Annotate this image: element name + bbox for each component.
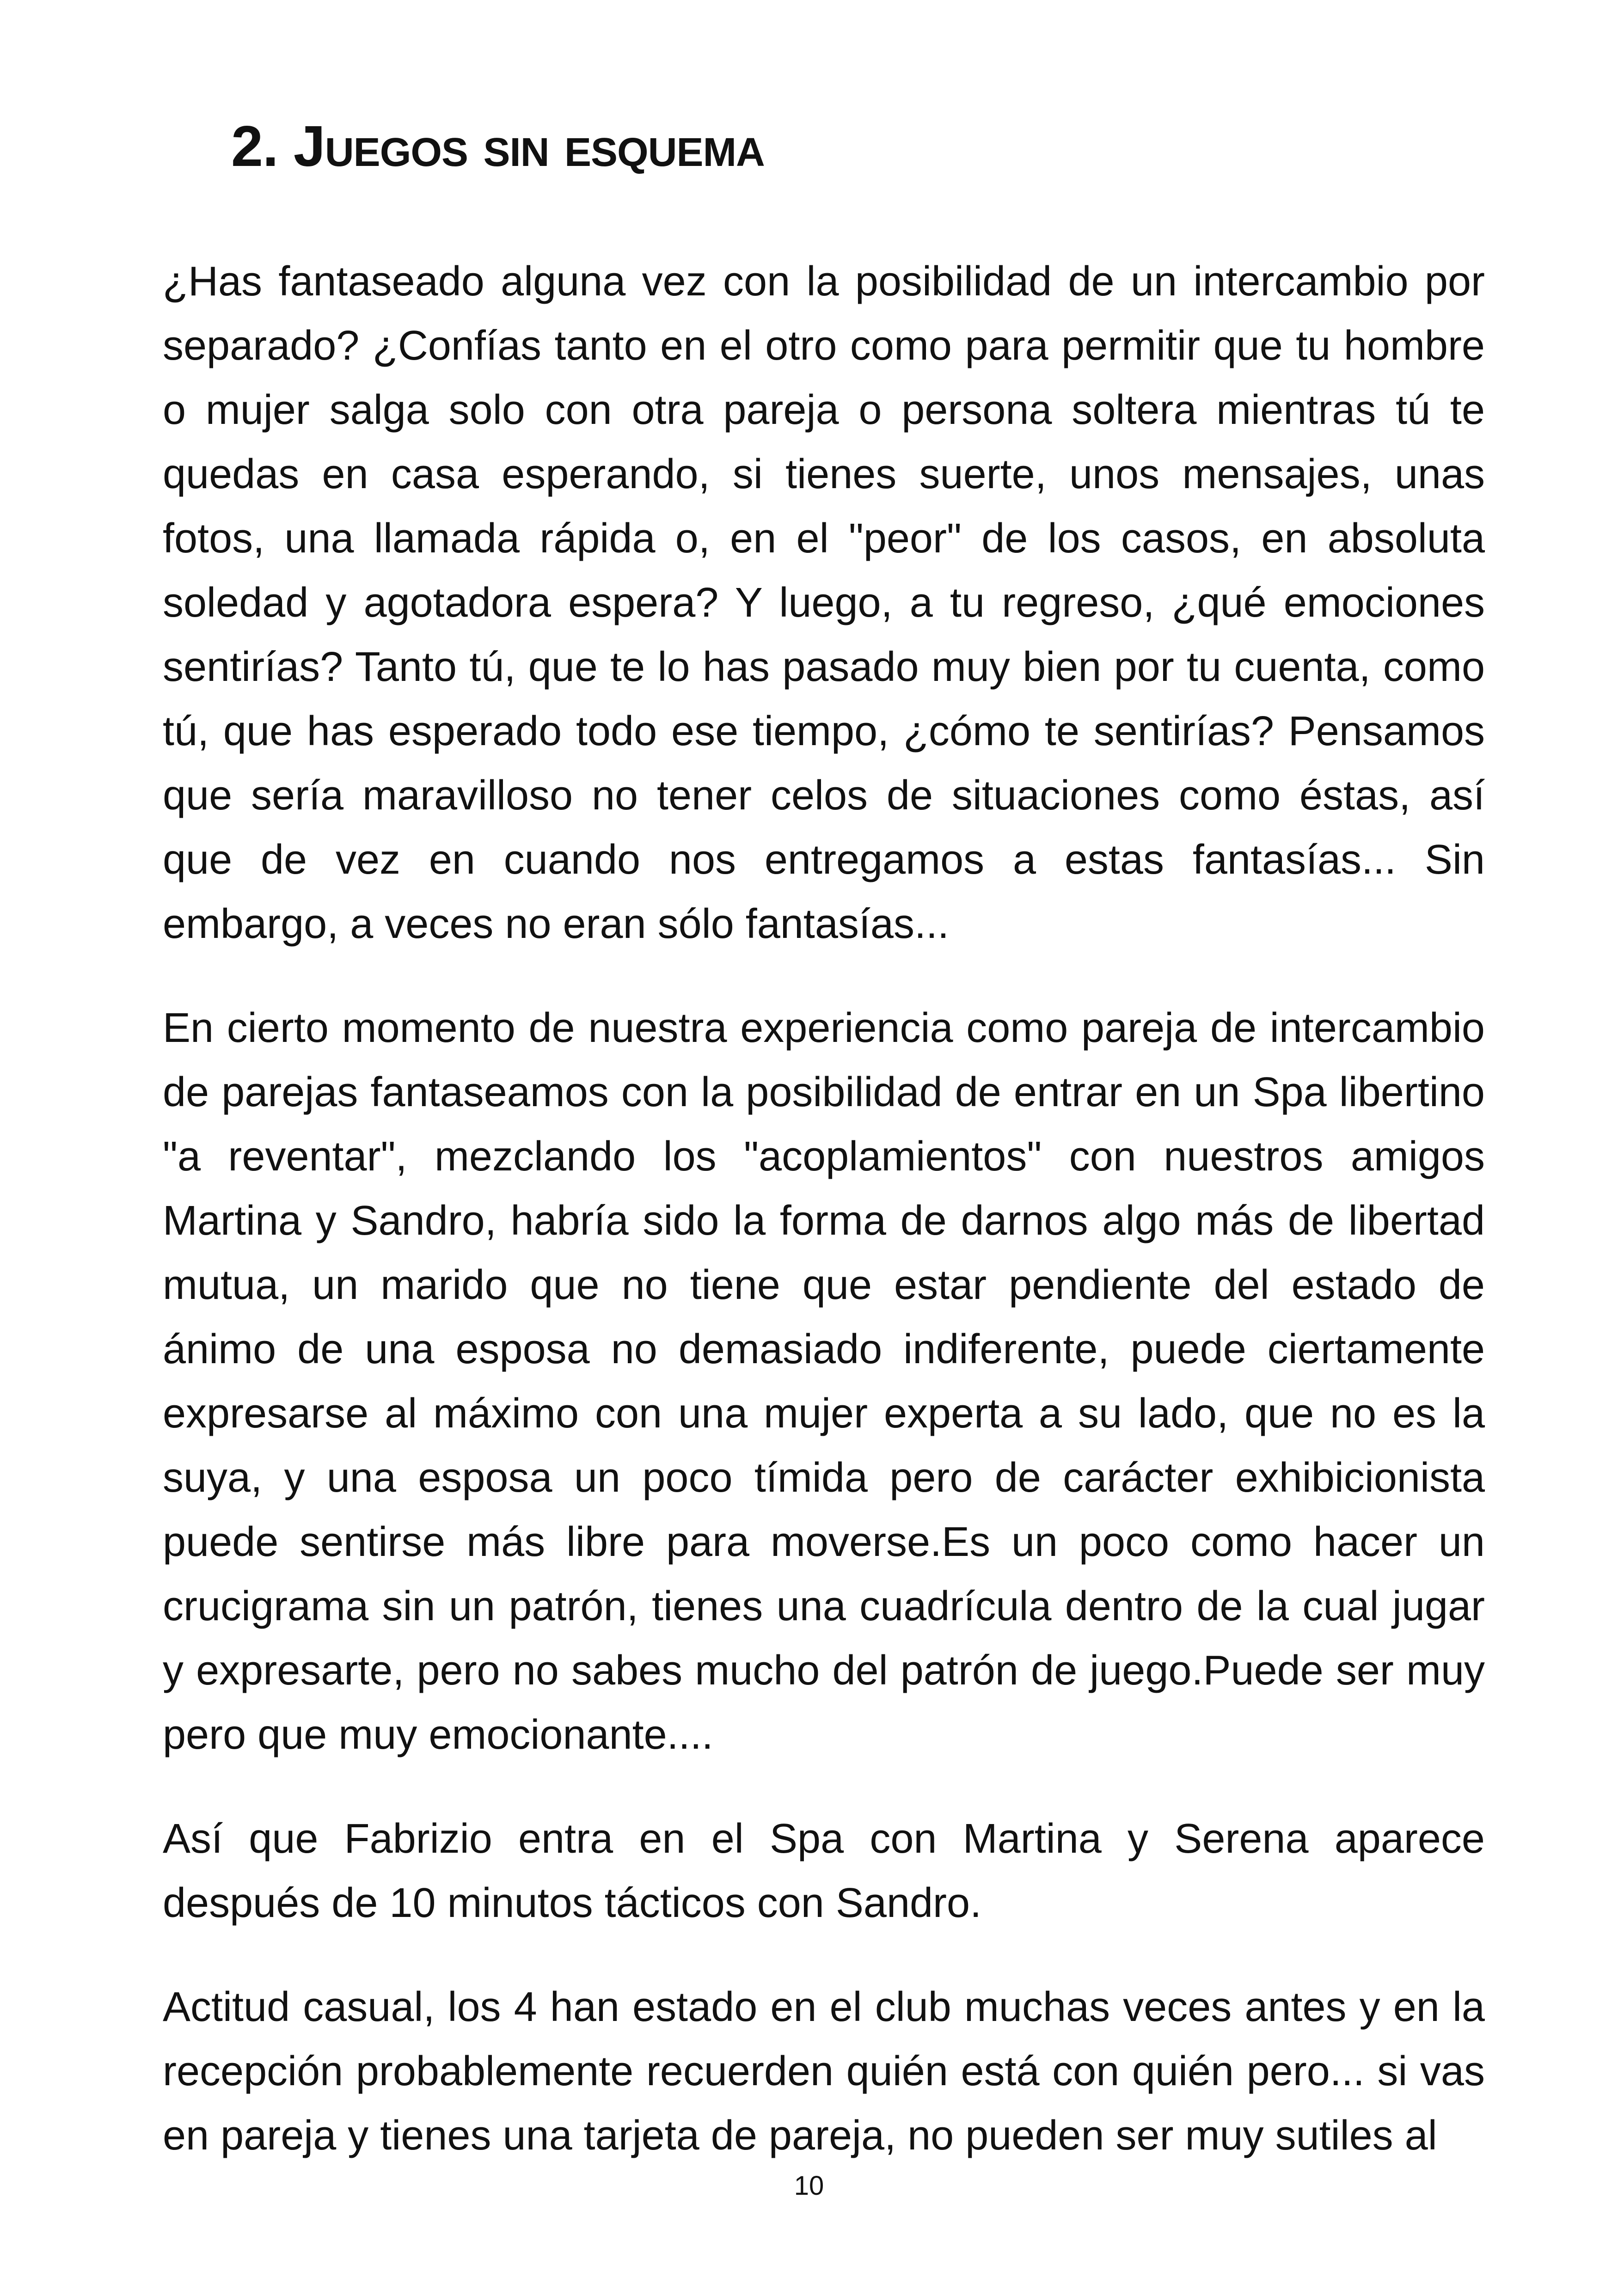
page-number: 10	[794, 2171, 824, 2201]
body-text	[163, 250, 1485, 2208]
chapter-number: 2.	[231, 115, 278, 178]
paragraph-2: En cierto momento de nuestra experiencia como pareja de intercambio de parejas fantaseamos con la posibilidad de entrar en un Spa libertino "a reventar", mezclando los "acoplamientos" con nuestros amigos Martina y Sandro, habría sido la forma de darnos algo más de libertad mutua, un marido que no tiene que estar pendiente del estado de ánimo de una esposa no demasiado indiferente, puede ciertamente expresarse al máximo con una mujer experta a su lado, que no es la suya, y una esposa un poco tímida pero de carácter exhibicionista puede sentirse más libre para moverse.Es un poco como hacer un crucigrama sin un patrón, tienes una cuadrícula dentro de la cual jugar y expresarte, pero no sabes mucho del patrón de juego.Puede ser muy pero que muy emocionante....	[163, 1005, 1485, 1758]
chapter-title	[231, 115, 765, 178]
chapter-title-text: Juegos sin esquema	[293, 115, 765, 178]
paragraph-3: Así que Fabrizio entra en el Spa con Martina y Serena aparece después de 10 minutos tácticos con Sandro.	[163, 1816, 1485, 1926]
paragraph-1: ¿Has fantaseado alguna vez con la posibilidad de un intercambio por separado? ¿Confías tanto en el otro como para permitir que tu hombre o mujer salga solo con otra pareja o persona soltera mientras tú te quedas en casa esperando, si tienes suerte, unos mensajes, unas fotos, una llamada rápida o, en el "peor" de los casos, en absoluta soledad y agotadora espera? Y luego, a tu regreso, ¿qué emociones sentirías? Tanto tú, que te lo has pasado muy bien por tu cuenta, como tú, que has esperado todo ese tiempo, ¿cómo te sentirías? Pensamos que sería maravilloso no tener celos de situaciones como éstas, así que de vez en cuando nos entregamos a estas fantasías... Sin embargo, a veces no eran sólo fantasías...	[163, 258, 1485, 947]
paragraph-4: Actitud casual, los 4 han estado en el club muchas veces antes y en la recepción probablemente recuerden quién está con quién pero... si vas en pareja y tienes una tarjeta de pareja, no pueden ser muy sutiles al	[163, 1984, 1485, 2159]
